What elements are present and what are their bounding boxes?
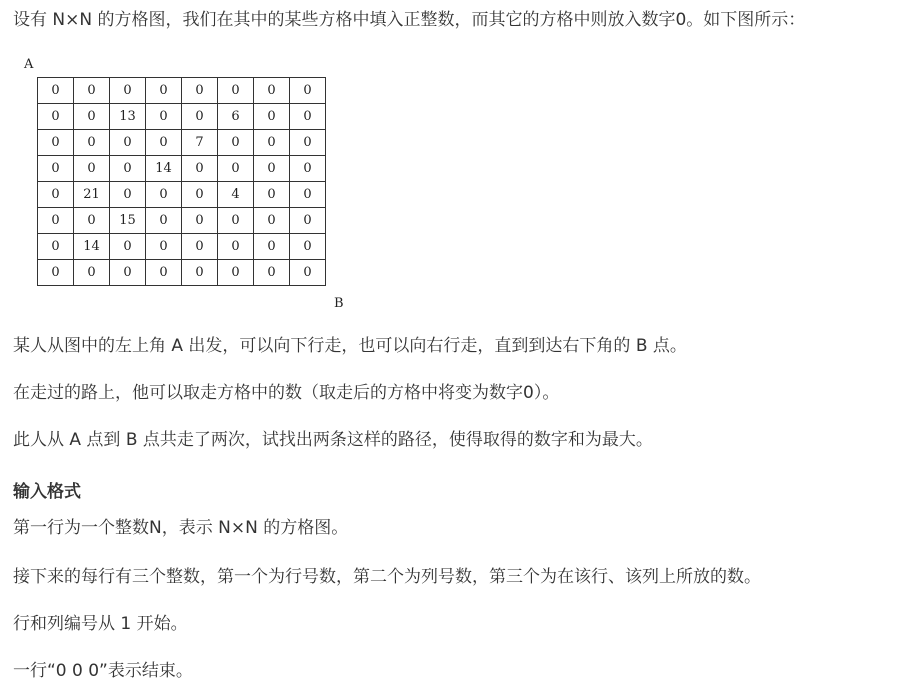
grid-cell: 0 bbox=[290, 182, 326, 208]
grid-cell: 14 bbox=[146, 156, 182, 182]
grid-cell: 0 bbox=[38, 260, 74, 286]
label-a: A bbox=[24, 57, 34, 72]
grid-cell: 0 bbox=[254, 156, 290, 182]
grid-cell: 0 bbox=[290, 208, 326, 234]
grid-row bbox=[38, 78, 326, 104]
grid-cell: 0 bbox=[254, 104, 290, 130]
grid-cell: 0 bbox=[218, 156, 254, 182]
number-grid bbox=[37, 77, 326, 286]
input-line-3: 行和列编号从 1 开始。 bbox=[13, 614, 188, 634]
grid-cell: 0 bbox=[290, 234, 326, 260]
grid-cell: 0 bbox=[74, 130, 110, 156]
grid-row bbox=[38, 208, 326, 234]
grid-cell: 6 bbox=[218, 104, 254, 130]
grid-cell: 0 bbox=[182, 234, 218, 260]
grid-cell: 7 bbox=[182, 130, 218, 156]
grid-cell: 0 bbox=[218, 208, 254, 234]
grid-cell: 0 bbox=[110, 130, 146, 156]
grid-cell: 0 bbox=[218, 234, 254, 260]
grid-row bbox=[38, 260, 326, 286]
grid-cell: 15 bbox=[110, 208, 146, 234]
grid-cell: 0 bbox=[290, 156, 326, 182]
grid-cell: 0 bbox=[182, 208, 218, 234]
grid-cell: 14 bbox=[74, 234, 110, 260]
grid-cell: 0 bbox=[182, 260, 218, 286]
input-format-heading: 输入格式 bbox=[13, 482, 81, 502]
grid-cell: 0 bbox=[38, 182, 74, 208]
grid-cell: 0 bbox=[254, 78, 290, 104]
input-line-1: 第一行为一个整数N，表示 N×N 的方格图。 bbox=[13, 518, 349, 538]
grid-row bbox=[38, 156, 326, 182]
grid-cell: 0 bbox=[146, 104, 182, 130]
grid-row bbox=[38, 182, 326, 208]
paragraph-start-end: 某人从图中的左上角 A 出发，可以向下行走，也可以向右行走，直到到达右下角的 B 点。 bbox=[13, 336, 687, 356]
grid-cell: 0 bbox=[110, 182, 146, 208]
grid-cell: 0 bbox=[218, 130, 254, 156]
grid-cell: 0 bbox=[218, 78, 254, 104]
grid-cell: 0 bbox=[290, 260, 326, 286]
grid-cell: 0 bbox=[254, 260, 290, 286]
grid-cell: 0 bbox=[146, 260, 182, 286]
grid-cell: 13 bbox=[110, 104, 146, 130]
grid-cell: 0 bbox=[182, 182, 218, 208]
grid-row bbox=[38, 130, 326, 156]
grid-cell: 0 bbox=[254, 234, 290, 260]
input-line-2: 接下来的每行有三个整数，第一个为行号数，第二个为列号数，第三个为在该行、该列上所放的数。 bbox=[13, 567, 761, 587]
grid-cell: 0 bbox=[110, 234, 146, 260]
grid-cell: 0 bbox=[254, 208, 290, 234]
grid-cell: 0 bbox=[254, 182, 290, 208]
grid-cell: 0 bbox=[38, 78, 74, 104]
intro-text: 设有 N×N 的方格图，我们在其中的某些方格中填入正整数，而其它的方格中则放入数字0。如下图所示： bbox=[13, 10, 806, 30]
paragraph-take-numbers: 在走过的路上，他可以取走方格中的数（取走后的方格中将变为数字0）。 bbox=[13, 383, 560, 403]
grid-cell: 0 bbox=[290, 130, 326, 156]
grid-cell: 0 bbox=[74, 208, 110, 234]
grid-cell: 0 bbox=[38, 104, 74, 130]
grid-cell: 0 bbox=[110, 260, 146, 286]
grid-cell: 0 bbox=[146, 78, 182, 104]
grid-cell: 0 bbox=[182, 78, 218, 104]
grid-cell: 0 bbox=[74, 104, 110, 130]
grid-cell: 0 bbox=[218, 260, 254, 286]
grid-cell: 0 bbox=[146, 208, 182, 234]
grid-cell: 0 bbox=[182, 156, 218, 182]
grid-cell: 0 bbox=[146, 234, 182, 260]
grid-cell: 0 bbox=[38, 208, 74, 234]
grid-cell: 0 bbox=[74, 78, 110, 104]
input-line-4: 一行“0 0 0”表示结束。 bbox=[13, 661, 193, 681]
paragraph-two-paths: 此人从 A 点到 B 点共走了两次，试找出两条这样的路径，使得取得的数字和为最大。 bbox=[13, 430, 653, 450]
grid-cell: 4 bbox=[218, 182, 254, 208]
grid-cell: 0 bbox=[146, 182, 182, 208]
label-b: B bbox=[334, 296, 344, 311]
grid-cell: 0 bbox=[146, 130, 182, 156]
grid-cell: 21 bbox=[74, 182, 110, 208]
grid-cell: 0 bbox=[290, 104, 326, 130]
grid-cell: 0 bbox=[254, 130, 290, 156]
grid-cell: 0 bbox=[182, 104, 218, 130]
grid-cell: 0 bbox=[290, 78, 326, 104]
grid-row bbox=[38, 234, 326, 260]
grid-cell: 0 bbox=[74, 156, 110, 182]
grid-cell: 0 bbox=[38, 234, 74, 260]
grid-row bbox=[38, 104, 326, 130]
grid-cell: 0 bbox=[38, 130, 74, 156]
grid-cell: 0 bbox=[38, 156, 74, 182]
grid-cell: 0 bbox=[110, 156, 146, 182]
grid-cell: 0 bbox=[74, 260, 110, 286]
grid-cell: 0 bbox=[110, 78, 146, 104]
